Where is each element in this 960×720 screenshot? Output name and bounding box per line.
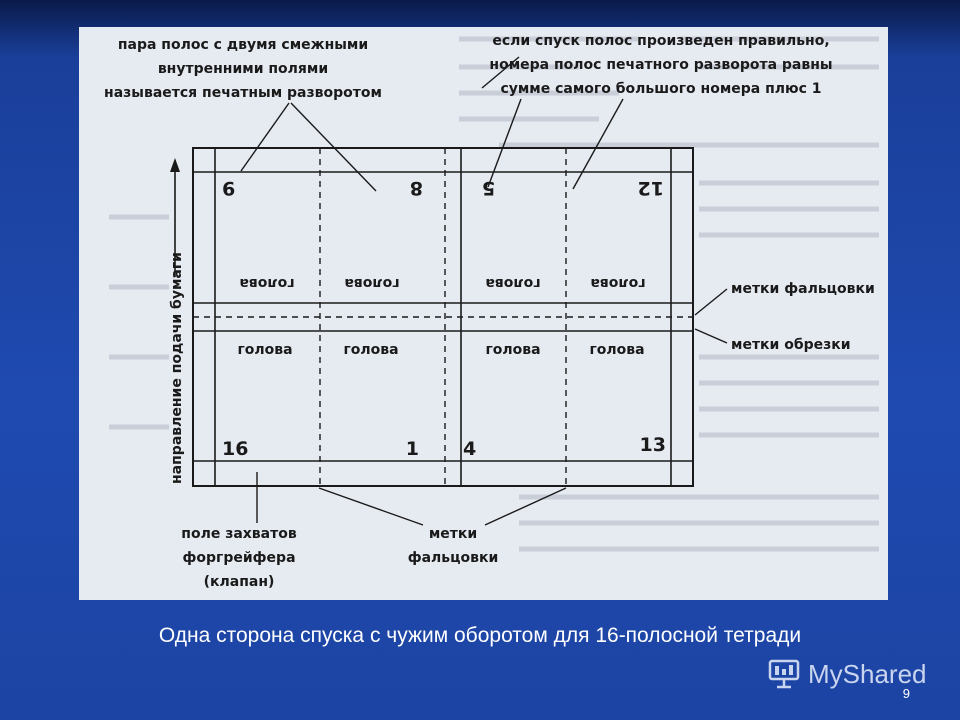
head-label-12: голова	[590, 275, 646, 291]
imposition-diagram	[79, 27, 888, 600]
page-number-1: 1	[405, 438, 419, 460]
sheet-outline	[193, 148, 693, 486]
fold-marks-lines	[193, 148, 693, 486]
head-label-1: голова	[343, 342, 399, 358]
slide-page-number: 9	[902, 686, 910, 701]
trim-marks-lines	[193, 172, 693, 461]
fold-bottom-annotation-line1: метки	[428, 526, 478, 542]
page-number-9: 9	[222, 177, 236, 199]
rule-annotation-line1: если спуск полос произведен правильно,	[492, 33, 830, 49]
page-number-5: 5	[482, 177, 496, 199]
spread-annotation-line2: внутренними полями	[157, 61, 329, 77]
fold-marks-annotation: метки фальцовки	[731, 281, 875, 297]
rule-annotation-line3: сумме самого большого номера плюс 1	[500, 81, 822, 97]
logo-text: MyShared	[808, 658, 927, 689]
gripper-annotation-line1: поле захватов	[181, 526, 297, 542]
head-label-13: голова	[589, 342, 645, 358]
trim-marks-annotation: метки обрезки	[731, 337, 851, 353]
feed-direction-arrow-icon	[170, 158, 180, 172]
head-label-4: голова	[485, 342, 541, 358]
feed-direction-label: направление подачи бумаги	[169, 252, 185, 484]
imposition-figure	[79, 27, 888, 600]
spread-annotation-line3: называется печатным разворотом	[104, 85, 382, 101]
fold-bottom-annotation-line2: фальцовки	[407, 550, 499, 566]
page-number-12: 12	[637, 177, 664, 199]
head-label-9: голова	[239, 275, 295, 291]
gripper-annotation-line3: (клапан)	[203, 574, 275, 590]
rule-annotation-line2: номера полос печатного разворота равны	[489, 57, 833, 73]
page-number-16: 16	[222, 438, 249, 460]
page-number-8: 8	[409, 177, 423, 199]
presentation-icon	[766, 656, 802, 692]
slide-caption: Одна сторона спуска с чужим оборотом для 16-полосной тетради	[158, 624, 802, 647]
page-number-4: 4	[463, 438, 477, 460]
head-label-5: голова	[485, 275, 541, 291]
spread-annotation-line1: пара полос с двумя смежными	[117, 37, 369, 53]
head-label-16: голова	[237, 342, 293, 358]
gripper-annotation-line2: форгрейфера	[182, 550, 296, 566]
page-number-13: 13	[639, 434, 666, 456]
head-label-8: голова	[344, 275, 400, 291]
